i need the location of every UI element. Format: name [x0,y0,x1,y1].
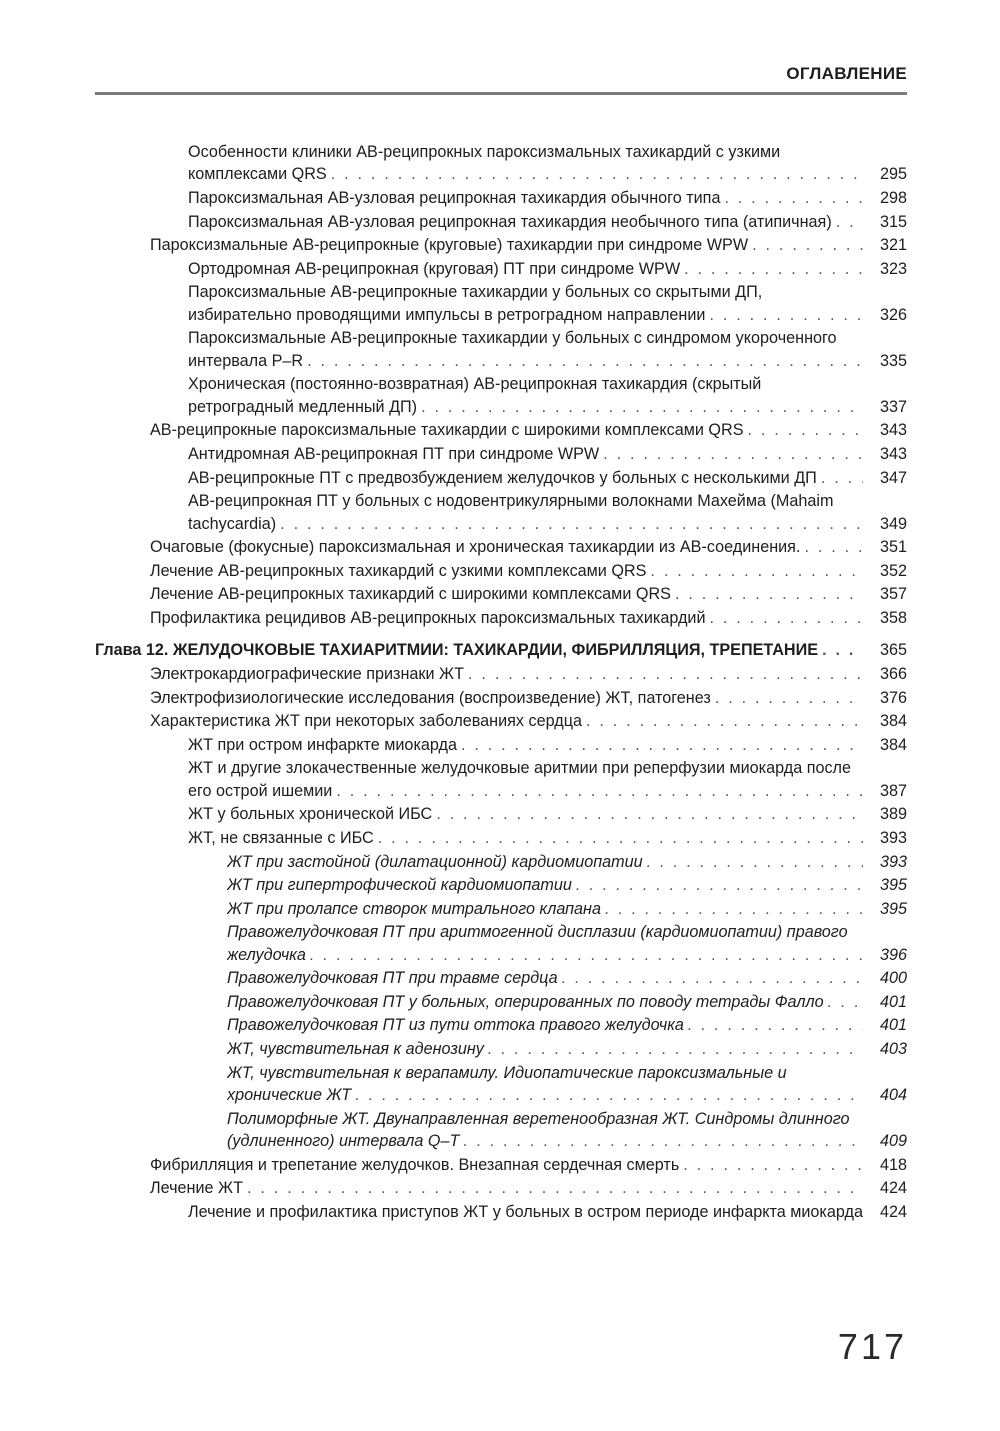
toc-entry [150,710,907,732]
toc-entry-page: 404 [879,1086,907,1105]
toc-entry-title: Пароксизмальные АВ-реципрокные тахикардии у больных со скрытыми ДП, избирательно проводящими импульсы в ретроградном направлении [188,283,763,324]
toc-entry [150,536,907,558]
toc-entry-page: 395 [879,899,907,918]
toc-entry-title: ЖТ, чувствительная к верапамилу. Идиопатические пароксизмальные и хронические ЖТ [227,1063,787,1105]
toc-entry [227,1062,907,1107]
toc-entry-title: ЖТ, не связанные с ИБС [188,828,374,847]
toc-entry-title: Лечение АВ-реципрокных тахикардий с широкими комплексами QRS [150,585,671,604]
toc-entry-title: Пароксизмальная АВ-узловая реципрокная тахикардия необычного типа (атипичная) [188,212,832,231]
toc-entry [227,1038,907,1060]
toc-entry-page: 335 [879,351,907,370]
toc-entry-page: 352 [879,561,907,580]
toc-entry [188,734,907,756]
toc-entry [227,851,907,873]
toc-entry [188,803,907,825]
toc-entry-title: Правожелудочковая ПТ при травме сердца [227,969,558,988]
header-rule [95,92,907,95]
toc-entry [188,443,907,465]
toc-entry-title: Характеристика ЖТ при некоторых заболеваниях сердца [150,712,582,731]
toc-entry-page: 323 [879,259,907,278]
toc-entry-page: 384 [879,735,907,754]
toc-entry-page: 376 [879,688,907,707]
toc-entry-title: Ортодромная АВ-реципрокная (круговая) ПТ при синдроме WPW [188,259,681,278]
toc-entry [227,874,907,896]
toc-entry-page: 365 [879,641,907,660]
toc-entry-title: ЖТ при пролапсе створок митрального клапана [227,899,601,918]
toc-entry-title: Пароксизмальные АВ-реципрокные (круговые) тахикардии при синдроме WPW [150,236,749,255]
toc-entry-title: ЖТ при остром инфаркте миокарда [188,735,457,754]
toc-entry [188,490,907,535]
toc-entry-title: АВ-реципрокные ПТ с предвозбуждением желудочков у больных с несколькими ДП [188,468,817,487]
page-number: 717 [837,1326,907,1367]
toc-entry [150,1154,907,1176]
toc-entry-title: Лечение и профилактика приступов ЖТ у больных в остром периоде инфаркта миокарда [188,1202,863,1221]
toc-entry-page: 295 [879,165,907,184]
toc-entry [150,1177,907,1199]
toc-entry-title: Правожелудочковая ПТ из пути оттока правого желудочка [227,1016,684,1035]
toc-entry-title: Очаговые (фокусные) пароксизмальная и хроническая тахикардии из АВ-соединения. [150,538,801,557]
toc-entry [188,187,907,209]
toc-entry [150,583,907,605]
toc-entry-title: Фибрилляция и трепетание желудочков. Внезапная сердечная смерть [150,1155,680,1174]
toc-entry-page: 393 [879,828,907,847]
toc-entry [227,1108,907,1153]
toc-entry [227,991,907,1013]
toc-entry-page: 337 [879,397,907,416]
toc-entry-page: 358 [879,608,907,627]
toc-entry-title: АВ-реципрокные пароксизмальные тахикардии с широкими комплексами QRS [150,421,744,440]
toc-entry-title: Антидромная АВ-реципрокная ПТ при синдроме WPW [188,444,600,463]
toc-entry-title: Глава 12. ЖЕЛУДОЧКОВЫЕ ТАХИАРИТМИИ: ТАХИКАРДИИ, ФИБРИЛЛЯЦИЯ, ТРЕПЕТАНИЕ [95,641,819,660]
toc-entry-title: Профилактика рецидивов АВ-реципрокных пароксизмальных тахикардий [150,608,706,627]
toc-entry [150,687,907,709]
toc-entry-page: 357 [879,585,907,604]
toc-entry [188,757,907,802]
toc-entry-page: 343 [879,421,907,440]
toc-entry-page: 403 [879,1040,907,1059]
toc-entry [150,607,907,629]
toc-entry [188,827,907,849]
toc-entry [188,467,907,489]
toc-entry-page: 347 [879,468,907,487]
toc-entry-page: 389 [879,805,907,824]
toc-entry-page: 401 [879,992,907,1011]
table-of-contents [0,141,1000,1224]
toc-entry-page: 349 [879,514,907,533]
toc-entry-title: Электрофизиологические исследования (воспроизведение) ЖТ, патогенез [150,688,711,707]
toc-entry [188,281,907,326]
toc-chapter-entry [95,639,907,661]
toc-entry [188,211,907,233]
toc-entry-page: 384 [879,712,907,731]
toc-entry-title: Лечение АВ-реципрокных тахикардий с узкими комплексами QRS [150,561,647,580]
toc-entry-page: 418 [879,1155,907,1174]
toc-entry-page: 400 [879,969,907,988]
toc-entry-page: 395 [879,876,907,895]
toc-entry-title: ЖТ у больных хронической ИБС [188,805,433,824]
toc-entry [188,141,907,186]
toc-entry [188,327,907,372]
toc-entry-page: 321 [879,236,907,255]
toc-entry [150,560,907,582]
toc-entry [150,419,907,441]
toc-entry-title: ЖТ при гипертрофической кардиомиопатии [227,876,572,895]
toc-entry-page: 366 [879,664,907,683]
toc-entry-title: Электрокардиографические признаки ЖТ [150,664,465,683]
toc-entry-page: 315 [879,212,907,231]
toc-entry-title: Хроническая (постоянно-возвратная) АВ-реципрокная тахикардия (скрытый ретроградный медленный ДП) [188,375,762,416]
toc-entry-page: 298 [879,189,907,207]
toc-entry-page: 351 [879,538,907,557]
toc-entry-page: 409 [879,1132,907,1151]
toc-entry-title: Правожелудочковая ПТ у больных, оперированных по поводу тетрады Фалло [227,992,824,1011]
toc-entry-title: ЖТ и другие злокачественные желудочковые аритмии при реперфузии миокарда после его острой ишемии [188,759,852,800]
toc-entry-title: ЖТ, чувствительная к аденозину [227,1040,484,1059]
toc-entry-title: Правожелудочковая ПТ при аритмогенной дисплазии (кардиомиопатии) правого желудочка [227,923,848,964]
toc-entry [150,663,907,685]
running-header: ОГЛАВЛЕНИЕ [786,64,907,83]
toc-entry-page: 424 [879,1179,907,1198]
toc-entry-page: 387 [879,781,907,800]
toc-entry-title: Пароксизмальные АВ-реципрокные тахикардии у больных с синдромом укороченного интервала P–R [188,329,837,370]
toc-entry-page: 396 [879,945,907,964]
toc-entry-page: 393 [879,852,907,871]
toc-entry [227,967,907,989]
toc-entry-page: 401 [879,1016,907,1035]
toc-entry-title: Лечение ЖТ [150,1179,244,1198]
toc-entry-title: ЖТ при застойной (дилатационной) кардиомиопатии [227,852,643,871]
toc-entry-title: АВ-реципрокная ПТ у больных с нодовентрикулярными волокнами Махейма (Mahaim tachycardia) [188,492,834,533]
toc-entry [227,921,907,966]
toc-entry-page: 343 [879,444,907,463]
toc-entry [188,258,907,280]
toc-entry-page: 424 [879,1202,907,1221]
toc-entry-title: Полиморфные ЖТ. Двунаправленная веретенообразная ЖТ. Синдромы длинного (удлиненного) интервала Q–T [227,1109,850,1151]
toc-entry [227,898,907,920]
toc-entry [227,1014,907,1036]
toc-entry-title: Пароксизмальная АВ-узловая реципрокная тахикардия обычного типа [188,189,721,207]
toc-entry [188,373,907,418]
toc-entry-page: 326 [879,305,907,324]
toc-entry [150,234,907,256]
toc-entry-title: Особенности клиники АВ-реципрокных пароксизмальных тахикардий с узкими комплексами QRS [188,143,781,184]
toc-entry [188,1201,907,1223]
